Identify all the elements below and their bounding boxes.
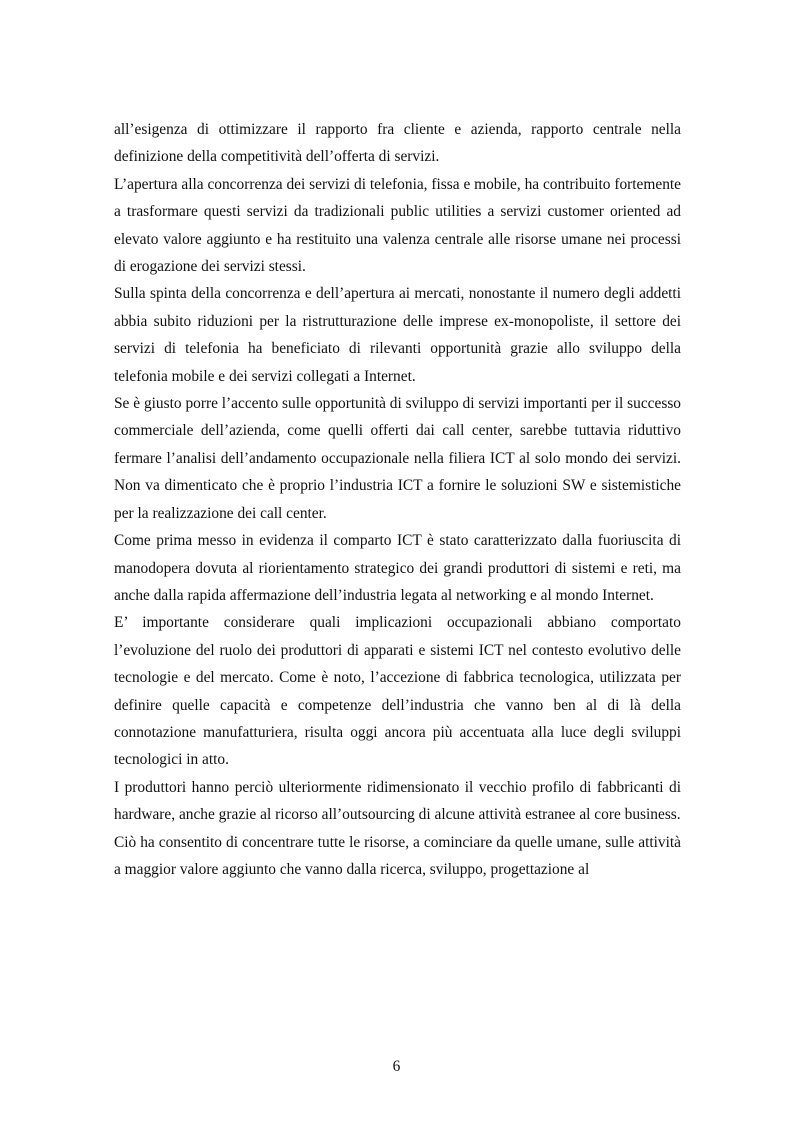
paragraph-5: Come prima messo in evidenza il comparto ICT è stato caratterizzato dalla fuoriuscita di manodopera dovuta al riorientamento strategico dei grandi produttori di sistemi e reti, ma anche dalla rapida affermazione dell’industria legata al networking e al mondo Internet. [114, 532, 681, 604]
page-body [114, 116, 681, 883]
paragraph-7: I produttori hanno perciò ulteriormente ridimensionato il vecchio profilo di fabbricanti di hardware, anche grazie al ricorso all’outsourcing di alcune attività estranee al core business. [114, 778, 681, 824]
paragraph-1: all’esigenza di ottimizzare il rapporto fra cliente e azienda, rapporto centrale nella definizione della competitività dell’offerta di servizi. [114, 121, 681, 166]
paragraph-3: Sulla spinta della concorrenza e dell’apertura ai mercati, nonostante il numero degli addetti abbia subito riduzioni per la ristrutturazione delle imprese ex-monopoliste, il settore dei servizi di telefonia ha beneficiato di rilevanti opportunità grazie allo sviluppo della telefonia mobile e dei servizi collegati a Internet. [114, 285, 681, 385]
paragraph-4: Se è giusto porre l’accento sulle opportunità di sviluppo di servizi importanti per il successo commerciale dell’azienda, come quelli offerti dai call center, sarebbe tuttavia riduttivo fermare l’analisi dell’andamento occupazionale nella filiera ICT al solo mondo dei servizi. Non va dimenticato che è proprio l’industria ICT a fornire le soluzioni SW e sistemistiche per la realizzazione dei call center. [114, 395, 681, 522]
paragraph-8: Ciò ha consentito di concentrare tutte le risorse, a cominciare da quelle umane, sulle attività a maggior valore aggiunto che vanno dalla ricerca, sviluppo, progettazione al [114, 833, 681, 878]
page-number: 6 [392, 1058, 401, 1075]
paragraph-6: E’ importante considerare quali implicazioni occupazionali abbiano comportato l’evoluzione del ruolo dei produttori di apparati e sistemi ICT nel contesto evolutivo delle tecnologie e del mercato. Come è noto, l’accezione di fabbrica tecnologica, utilizzata per definire quelle capacità e competenze dell’industria che vanno ben al di là della connotazione manufatturiera, risulta oggi ancora più accentuata alla luce degli sviluppi tecnologici in atto. [114, 614, 681, 769]
paragraph-2: L’apertura alla concorrenza dei servizi di telefonia, fissa e mobile, ha contribuito fortemente a trasformare questi servizi da tradizionali public utilities a servizi customer oriented ad elevato valore aggiunto e ha restituito una valenza centrale alle risorse umane nei processi di erogazione dei servizi stessi. [114, 175, 681, 276]
